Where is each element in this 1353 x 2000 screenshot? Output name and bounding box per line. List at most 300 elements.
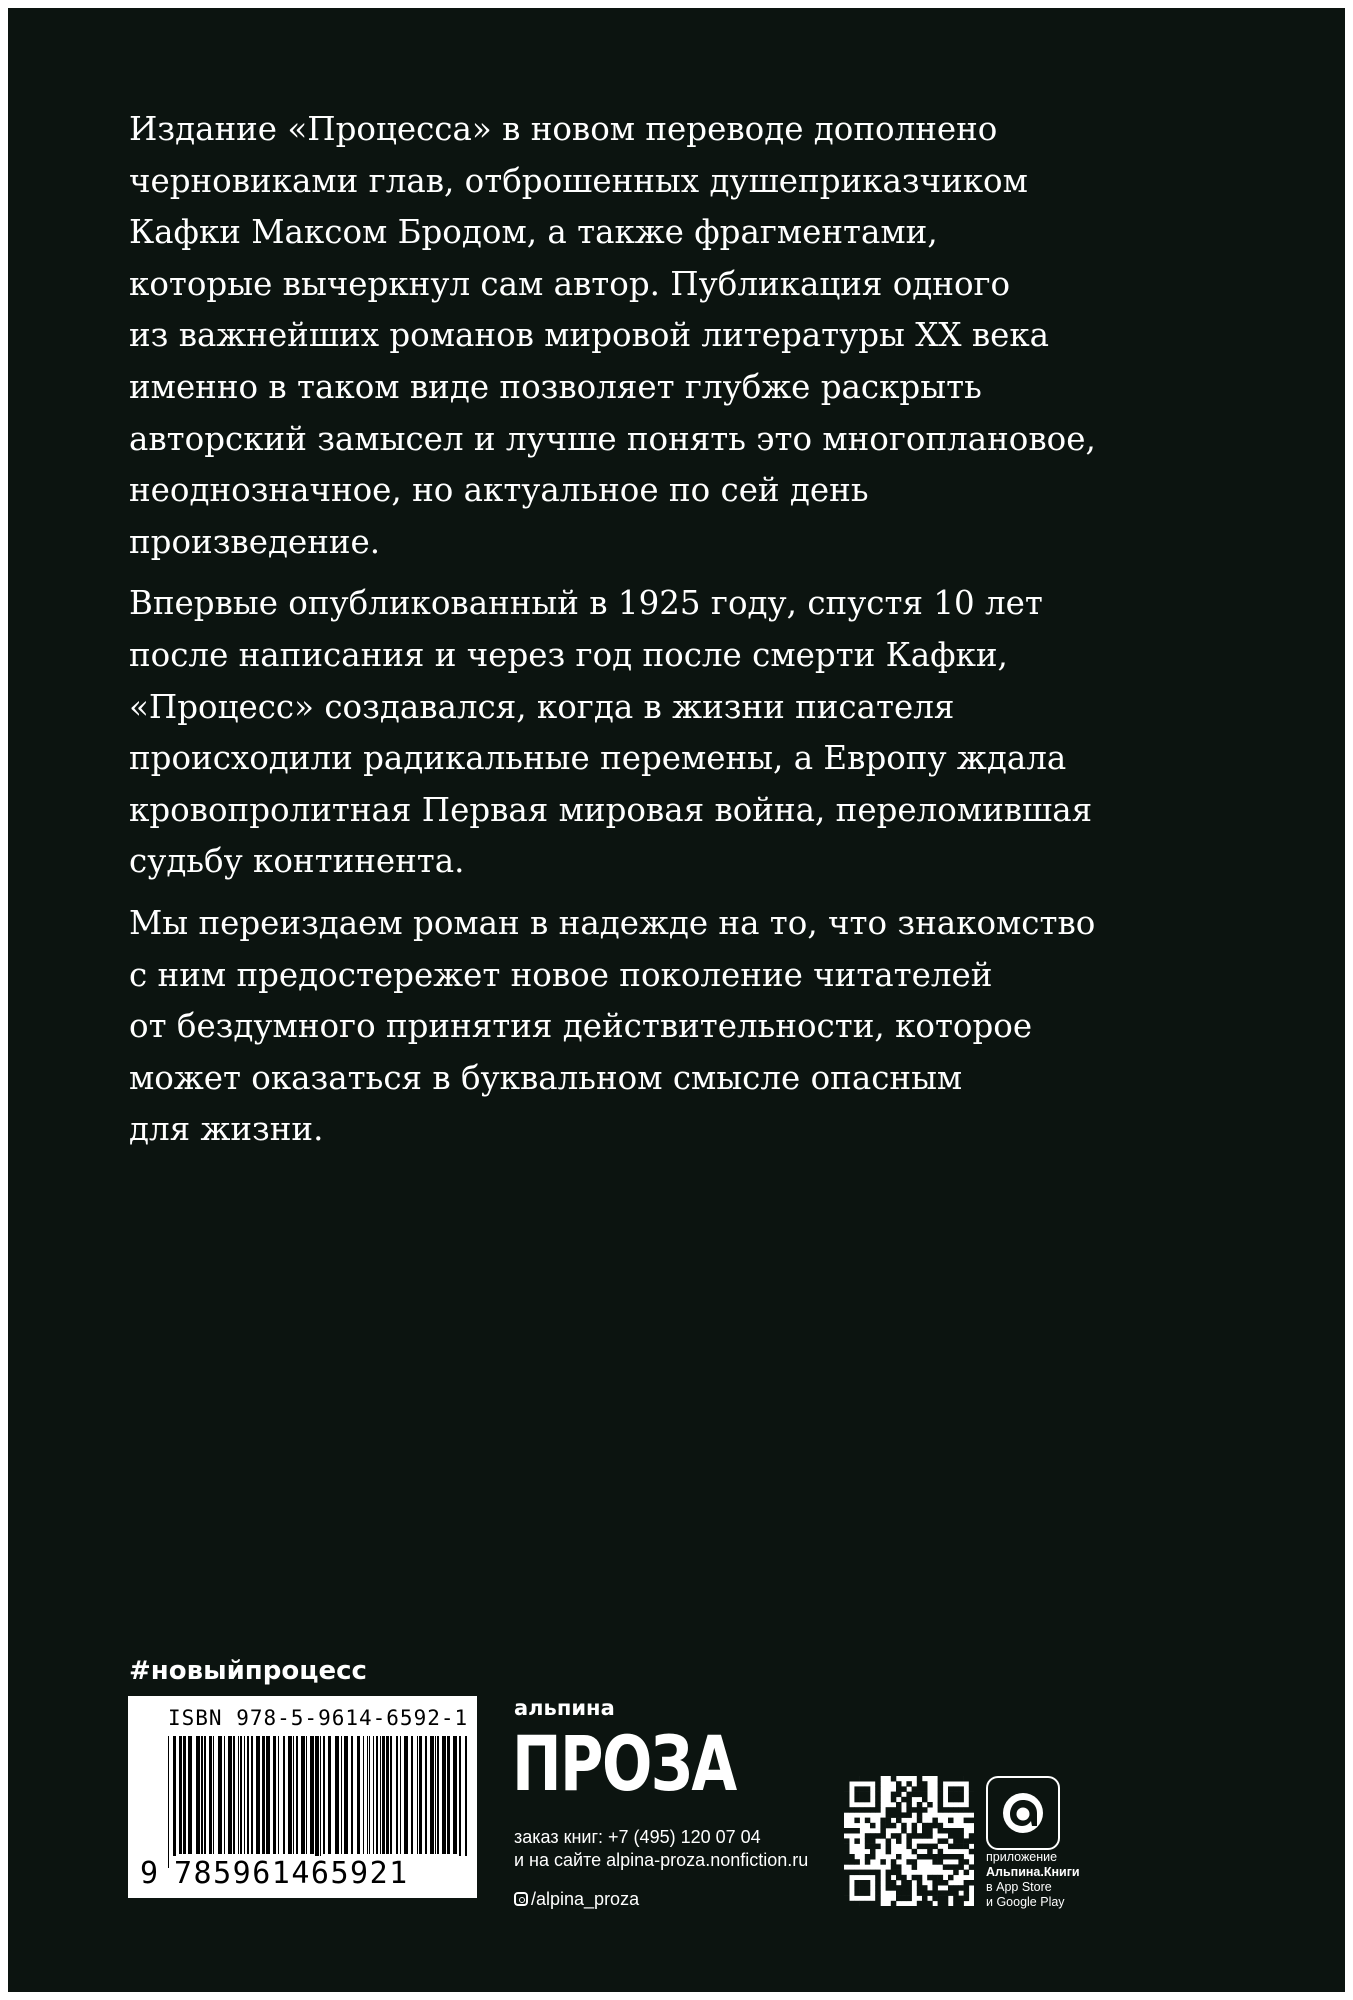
qr-module: [917, 1901, 923, 1906]
qr-module: [880, 1833, 886, 1839]
qr-module: [875, 1807, 881, 1813]
barcode-bar: [296, 1736, 298, 1854]
qr-module: [886, 1880, 892, 1886]
qr-module: [927, 1802, 933, 1808]
qr-module: [943, 1854, 949, 1860]
qr-module: [917, 1792, 923, 1798]
qr-module: [958, 1776, 964, 1782]
qr-module: [849, 1870, 855, 1876]
qr-module: [854, 1838, 860, 1844]
qr-module: [854, 1880, 860, 1886]
qr-module: [844, 1875, 850, 1881]
qr-module: [922, 1901, 928, 1906]
qr-module: [849, 1854, 855, 1860]
barcode-bar: [341, 1736, 342, 1854]
publisher-logo: ПРОЗА: [512, 1719, 736, 1808]
qr-module: [964, 1890, 970, 1896]
qr-module: [917, 1833, 923, 1839]
qr-module: [912, 1823, 918, 1829]
app-caption: [986, 1850, 1080, 1910]
hashtag: #новыйпроцесс: [129, 1656, 367, 1686]
qr-module: [880, 1859, 886, 1865]
qr-module: [964, 1896, 970, 1902]
qr-module: [875, 1797, 881, 1803]
text-line: неоднозначное, но актуальное по сей день: [129, 471, 869, 510]
qr-module: [953, 1838, 959, 1844]
qr-module: [927, 1875, 933, 1881]
qr-module: [932, 1885, 938, 1891]
barcode-bar: [386, 1736, 389, 1854]
qr-module: [860, 1901, 866, 1906]
barcode-bar: [396, 1736, 398, 1854]
qr-module: [958, 1838, 964, 1844]
qr-module: [844, 1838, 850, 1844]
qr-module: [870, 1849, 876, 1855]
qr-module: [912, 1828, 918, 1834]
qr-module: [844, 1807, 850, 1813]
qr-module: [865, 1786, 871, 1792]
qr-module: [844, 1776, 850, 1782]
qr-module: [865, 1890, 871, 1896]
qr-module: [958, 1786, 964, 1792]
qr-module: [922, 1833, 928, 1839]
qr-module: [891, 1885, 897, 1891]
blurb-paragraph-2: [129, 578, 1093, 888]
qr-module: [854, 1885, 860, 1891]
qr-module: [964, 1838, 970, 1844]
qr-module: [896, 1781, 902, 1787]
qr-module: [964, 1776, 970, 1782]
barcode-bar: [251, 1736, 253, 1854]
qr-module: [844, 1781, 850, 1787]
qr-module: [969, 1833, 974, 1839]
qr-module: [964, 1818, 970, 1824]
barcode-bar: [369, 1736, 370, 1854]
qr-module: [849, 1859, 855, 1865]
qr-module: [860, 1885, 866, 1891]
barcode-bar: [373, 1736, 374, 1854]
qr-module: [870, 1823, 876, 1829]
qr-module: [875, 1786, 881, 1792]
barcode-bar: [315, 1736, 319, 1868]
qr-module: [922, 1786, 928, 1792]
barcode-bar: [435, 1736, 436, 1854]
qr-module: [922, 1823, 928, 1829]
qr-module: [844, 1802, 850, 1808]
qr-module: [917, 1802, 923, 1808]
qr-module: [938, 1807, 944, 1813]
qr-module: [865, 1792, 871, 1798]
qr-module: [922, 1781, 928, 1787]
qr-module: [886, 1838, 892, 1844]
barcode-bar: [310, 1736, 314, 1854]
qr-module: [854, 1792, 860, 1798]
qr-module: [948, 1833, 954, 1839]
qr-module: [891, 1870, 897, 1876]
qr-module: [891, 1807, 897, 1813]
qr-module: [953, 1901, 959, 1906]
order-site-link[interactable]: и на сайте alpina-proza.nonfiction.ru: [514, 1850, 809, 1870]
barcode-bar: [430, 1736, 434, 1854]
qr-module: [896, 1885, 902, 1891]
qr-module: [964, 1859, 970, 1865]
qr-module: [953, 1890, 959, 1896]
barcode-bar: [417, 1736, 418, 1854]
qr-module: [964, 1844, 970, 1850]
qr-module: [969, 1781, 974, 1787]
qr-module: [854, 1776, 860, 1782]
qr-module: [865, 1901, 871, 1906]
barcode-bar: [447, 1736, 450, 1854]
instagram-link[interactable]: [514, 1888, 639, 1910]
qr-module: [948, 1792, 954, 1798]
qr-module: [870, 1844, 876, 1850]
qr-module: [943, 1828, 949, 1834]
barcode-bar: [328, 1736, 331, 1854]
qr-module: [958, 1896, 964, 1902]
app-caption-line: в App Store: [986, 1880, 1052, 1894]
barcode-bar: [262, 1736, 265, 1854]
qr-module: [849, 1776, 855, 1782]
qr-module: [948, 1864, 954, 1870]
qr-module: [958, 1864, 964, 1870]
qr-module: [932, 1880, 938, 1886]
qr-module: [938, 1838, 944, 1844]
qr-module: [901, 1896, 907, 1902]
qr-module: [870, 1838, 876, 1844]
qr-module: [917, 1807, 923, 1813]
text-line: авторский замысел и лучше понять это многоплановое,: [129, 419, 1096, 458]
qr-code[interactable]: [844, 1776, 974, 1906]
text-line: Впервые опубликованный в 1925 году, спустя 10 лет: [129, 584, 1043, 623]
barcode-bar: [196, 1736, 200, 1854]
text-line: с ним предостережет новое поколение читателей: [129, 955, 993, 994]
qr-module: [953, 1870, 959, 1876]
qr-module: [875, 1844, 881, 1850]
barcode-bar: [419, 1736, 422, 1854]
qr-module: [901, 1786, 907, 1792]
qr-module: [870, 1901, 876, 1906]
qr-module: [938, 1849, 944, 1855]
qr-module: [844, 1849, 850, 1855]
qr-module: [844, 1844, 850, 1850]
qr-module: [865, 1797, 871, 1803]
text-line: для жизни.: [129, 1110, 324, 1149]
qr-module: [922, 1844, 928, 1850]
qr-module: [917, 1781, 923, 1787]
qr-module: [917, 1854, 923, 1860]
qr-module: [953, 1864, 959, 1870]
qr-module: [849, 1828, 855, 1834]
qr-module: [938, 1890, 944, 1896]
qr-module: [969, 1802, 974, 1808]
qr-module: [906, 1890, 912, 1896]
qr-module: [906, 1880, 912, 1886]
qr-module: [844, 1870, 850, 1876]
qr-module: [938, 1896, 944, 1902]
qr-module: [875, 1885, 881, 1891]
qr-module: [943, 1807, 949, 1813]
barcode-bar: [301, 1736, 305, 1854]
qr-module: [854, 1828, 860, 1834]
qr-module: [875, 1896, 881, 1902]
barcode-bar: [183, 1736, 186, 1854]
qr-module: [969, 1849, 974, 1855]
qr-module: [948, 1807, 954, 1813]
qr-module: [948, 1786, 954, 1792]
qr-module: [896, 1792, 902, 1798]
barcode-bar: [335, 1736, 339, 1854]
qr-module: [860, 1792, 866, 1798]
qr-module: [912, 1786, 918, 1792]
qr-module: [948, 1844, 954, 1850]
alpina-app-icon[interactable]: [986, 1776, 1060, 1850]
back-cover: [8, 8, 1345, 1992]
qr-module: [943, 1896, 949, 1902]
qr-module: [927, 1823, 933, 1829]
qr-module: [912, 1864, 918, 1870]
qr-module: [896, 1812, 902, 1818]
text-line: из важнейших романов мировой литературы XX века: [129, 316, 1050, 355]
qr-module: [964, 1885, 970, 1891]
barcode-bar: [459, 1736, 461, 1868]
qr-module: [901, 1812, 907, 1818]
barcode-bar: [168, 1736, 169, 1868]
qr-module: [886, 1823, 892, 1829]
qr-module: [844, 1792, 850, 1798]
qr-module: [891, 1880, 897, 1886]
qr-module: [958, 1828, 964, 1834]
qr-module: [948, 1797, 954, 1803]
qr-module: [896, 1802, 902, 1808]
qr-module: [896, 1786, 902, 1792]
qr-module: [917, 1812, 923, 1818]
barcode-bar: [173, 1736, 176, 1868]
barcode-bar: [201, 1736, 203, 1854]
qr-module: [865, 1885, 871, 1891]
text-line: Кафки Максом Бродом, а также фрагментами,: [129, 213, 938, 252]
qr-module: [932, 1875, 938, 1881]
qr-module: [922, 1792, 928, 1798]
qr-module: [958, 1844, 964, 1850]
qr-module: [938, 1854, 944, 1860]
qr-module: [896, 1807, 902, 1813]
qr-module: [844, 1828, 850, 1834]
qr-module: [938, 1901, 944, 1906]
qr-module: [943, 1890, 949, 1896]
barcode-bar: [442, 1736, 446, 1854]
qr-module: [891, 1776, 897, 1782]
qr-module: [948, 1828, 954, 1834]
barcode-bar: [425, 1736, 427, 1854]
qr-module: [932, 1890, 938, 1896]
qr-module: [906, 1802, 912, 1808]
qr-module: [906, 1797, 912, 1803]
qr-module: [865, 1880, 871, 1886]
qr-module: [948, 1885, 954, 1891]
qr-module: [917, 1875, 923, 1881]
qr-module: [953, 1833, 959, 1839]
text-line: именно в таком виде позволяет глубже раскрыть: [129, 367, 982, 406]
text-line: Мы переиздаем роман в надежде на то, что знакомство: [129, 903, 1096, 942]
qr-module: [854, 1818, 860, 1824]
qr-module: [953, 1844, 959, 1850]
qr-module: [870, 1833, 876, 1839]
qr-module: [906, 1833, 912, 1839]
qr-module: [922, 1797, 928, 1803]
text-line: после написания и через год после смерти Кафки,: [129, 635, 1008, 674]
qr-module: [938, 1875, 944, 1881]
qr-module: [922, 1854, 928, 1860]
isbn-barcode: [128, 1696, 477, 1898]
qr-module: [860, 1870, 866, 1876]
blurb-paragraph-1: [129, 104, 1096, 568]
text-line: черновиками глав, отброшенных душеприказчиком: [129, 161, 1028, 200]
qr-module: [922, 1885, 928, 1891]
qr-module: [953, 1896, 959, 1902]
barcode-bar: [188, 1736, 192, 1854]
isbn-label: ISBN 978-5-9614-6592-1: [168, 1706, 469, 1730]
qr-module: [906, 1812, 912, 1818]
qr-module: [886, 1870, 892, 1876]
qr-module: [958, 1885, 964, 1891]
text-line: «Процесс» создавался, когда в жизни писателя: [129, 687, 955, 726]
qr-module: [943, 1776, 949, 1782]
barcode-bar: [380, 1736, 381, 1854]
barcode-bar: [465, 1736, 467, 1868]
barcode-bars: [168, 1736, 468, 1868]
qr-module: [953, 1776, 959, 1782]
qr-module: [938, 1823, 944, 1829]
qr-module: [849, 1807, 855, 1813]
qr-module: [932, 1844, 938, 1850]
qr-module: [875, 1776, 881, 1782]
qr-module: [891, 1812, 897, 1818]
qr-module: [958, 1807, 964, 1813]
qr-module: [870, 1870, 876, 1876]
qr-module: [875, 1880, 881, 1886]
qr-module: [938, 1797, 944, 1803]
qr-module: [854, 1901, 860, 1906]
qr-module: [896, 1864, 902, 1870]
app-caption-line: и Google Play: [986, 1895, 1065, 1909]
barcode-bar: [293, 1736, 294, 1854]
qr-module: [932, 1854, 938, 1860]
barcode-bar: [323, 1736, 325, 1854]
qr-module: [958, 1901, 964, 1906]
qr-module: [886, 1875, 892, 1881]
qr-module: [927, 1890, 933, 1896]
qr-module: [865, 1870, 871, 1876]
text-line: происходили радикальные перемены, а Европу ждала: [129, 739, 1067, 778]
qr-module: [922, 1896, 928, 1902]
app-caption-line: приложение: [986, 1850, 1058, 1864]
barcode-bar: [404, 1736, 408, 1854]
barcode-lead-digit: 9: [140, 1856, 159, 1891]
qr-module: [969, 1880, 974, 1886]
qr-module: [844, 1890, 850, 1896]
qr-module: [906, 1844, 912, 1850]
qr-module: [938, 1802, 944, 1808]
qr-module: [860, 1786, 866, 1792]
barcode-bar: [278, 1736, 279, 1854]
qr-module: [953, 1885, 959, 1891]
barcode-bar: [240, 1736, 242, 1854]
qr-module: [875, 1901, 881, 1906]
qr-module: [844, 1901, 850, 1906]
qr-module: [958, 1859, 964, 1865]
text-line: кровопролитная Первая мировая война, переломившая: [129, 790, 1093, 829]
barcode-bar: [256, 1736, 260, 1854]
qr-module: [958, 1854, 964, 1860]
qr-module: [901, 1885, 907, 1891]
text-line: Издание «Процесса» в новом переводе дополнено: [129, 110, 998, 148]
qr-module: [844, 1859, 850, 1865]
qr-module: [948, 1854, 954, 1860]
qr-module: [917, 1776, 923, 1782]
qr-module: [896, 1870, 902, 1876]
qr-module: [844, 1854, 850, 1860]
barcode-bar: [244, 1736, 245, 1854]
qr-module: [901, 1828, 907, 1834]
qr-module: [865, 1776, 871, 1782]
qr-module: [906, 1807, 912, 1813]
qr-module: [844, 1896, 850, 1902]
qr-module: [912, 1875, 918, 1881]
qr-module: [865, 1854, 871, 1860]
barcode-bar: [238, 1736, 239, 1854]
qr-module: [938, 1786, 944, 1792]
qr-module: [880, 1828, 886, 1834]
barcode-bar: [382, 1736, 385, 1854]
qr-module: [927, 1844, 933, 1850]
qr-module: [969, 1786, 974, 1792]
text-line: от бездумного принятия действительности, которое: [129, 1007, 1033, 1046]
qr-module: [854, 1870, 860, 1876]
qr-module: [932, 1859, 938, 1865]
qr-module: [896, 1890, 902, 1896]
qr-module: [964, 1807, 970, 1813]
qr-module: [860, 1776, 866, 1782]
qr-module: [953, 1797, 959, 1803]
qr-module: [854, 1859, 860, 1865]
qr-module: [844, 1885, 850, 1891]
barcode-bar: [437, 1736, 439, 1854]
qr-module: [922, 1828, 928, 1834]
barcode-bar: [288, 1736, 292, 1854]
qr-module: [854, 1797, 860, 1803]
qr-module: [906, 1896, 912, 1902]
qr-module: [927, 1854, 933, 1860]
qr-module: [943, 1838, 949, 1844]
qr-module: [901, 1875, 907, 1881]
qr-module: [891, 1797, 897, 1803]
qr-module: [886, 1812, 892, 1818]
blurb-text: [129, 104, 1096, 1166]
barcode-bar: [411, 1736, 413, 1854]
qr-module: [943, 1864, 949, 1870]
qr-module: [896, 1818, 902, 1824]
qr-module: [927, 1901, 933, 1906]
qr-module: [865, 1833, 871, 1839]
qr-module: [880, 1818, 886, 1824]
qr-module: [969, 1797, 974, 1803]
qr-module: [891, 1792, 897, 1798]
qr-module: [891, 1833, 897, 1839]
qr-module: [953, 1786, 959, 1792]
qr-module: [886, 1844, 892, 1850]
qr-module: [860, 1880, 866, 1886]
